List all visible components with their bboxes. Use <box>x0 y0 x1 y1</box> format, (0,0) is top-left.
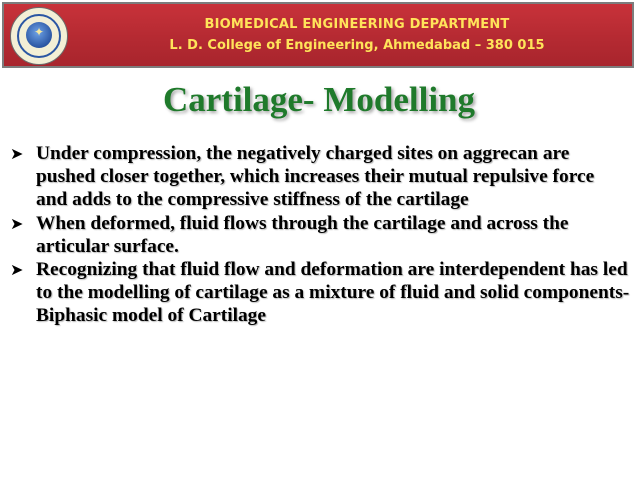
bullet-item <box>10 258 630 328</box>
slide-title: Cartilage- Modelling <box>162 80 476 119</box>
header-banner <box>2 2 634 68</box>
bullet-list <box>10 142 630 328</box>
bullet-item <box>10 212 630 258</box>
arrowhead-bullet-icon: ➤ <box>10 144 24 163</box>
bullet-item <box>10 142 630 212</box>
header-title: BIOMEDICAL ENGINEERING DEPARTMENT <box>204 17 510 32</box>
arrowhead-bullet-icon: ➤ <box>10 213 24 233</box>
college-logo-icon <box>10 7 68 65</box>
header-subtitle: L. D. College of Engineering, Ahmedabad – 380 015 <box>169 38 545 53</box>
bullet-text: Recognizing that fluid flow and deformation are interdependent has led to the modelling of cartilage as a mixture of fluid and solid components- Biphasic model of Cartilage <box>36 259 630 327</box>
bullet-text: When deformed, fluid flows through the cartilage and across the articular surface. <box>36 212 569 257</box>
arrowhead-bullet-icon: ➤ <box>10 260 24 280</box>
bullet-text: Under compression, the negatively charged sites on aggrecan are pushed closer together, which increases their mutual repulsive force and adds to the compressive stiffness of the cartilage <box>36 143 595 211</box>
logo-star-icon: ✦ <box>34 25 45 39</box>
